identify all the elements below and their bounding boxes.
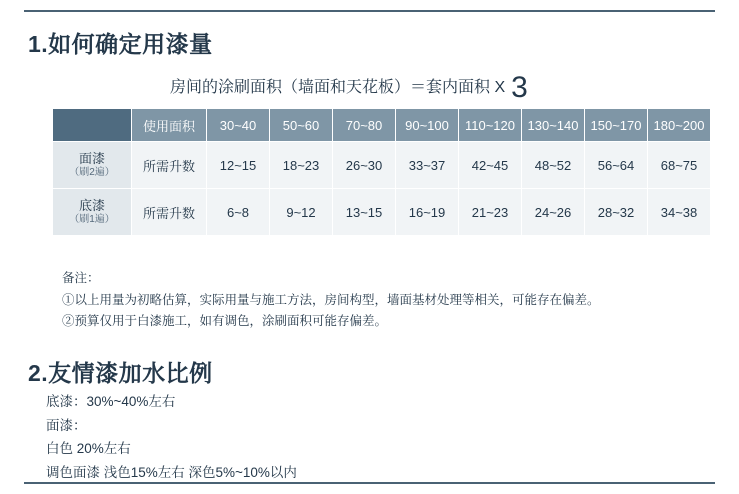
- cell-primer-2: 9~12: [270, 189, 333, 236]
- paint-volume-table: [52, 108, 711, 236]
- formula-multiplier: 3: [511, 71, 528, 104]
- ratio-line-topcoat: 面漆：: [46, 417, 87, 433]
- table-header-col-4: 90~100: [396, 109, 459, 142]
- table-header-col-2: 50~60: [270, 109, 333, 142]
- section-two-title: 2.友情漆加水比例: [28, 360, 213, 386]
- row-label-topcoat: [53, 142, 132, 189]
- ratio-line-tinted: 调色面漆 浅色15%左右 深色5%~10%以内: [46, 464, 297, 480]
- divider-bottom: [24, 482, 715, 484]
- row-label-primer-name: 底漆: [78, 197, 105, 213]
- notes-title: 备注：: [62, 271, 100, 285]
- table-header-col-6: 130~140: [522, 109, 585, 142]
- area-formula: [170, 66, 528, 104]
- section-one-title: 1.如何确定用漆量: [28, 31, 213, 57]
- notes-block: [62, 268, 600, 333]
- cell-primer-6: 24~26: [522, 189, 585, 236]
- ratio-line-white: 白色 20%左右: [46, 441, 131, 457]
- cell-primer-7: 28~32: [585, 189, 648, 236]
- notes-line-2: ②预算仅用于白漆施工，如有调色，涂刷面积可能存偏差。: [62, 314, 388, 328]
- cell-primer-8: 34~38: [648, 189, 711, 236]
- row-label-primer-sub: （刷1遍）: [69, 213, 115, 225]
- cell-primer-5: 21~23: [459, 189, 522, 236]
- table-header-col-7: 150~170: [585, 109, 648, 142]
- table-corner-cell: [53, 109, 132, 142]
- row-unit-topcoat: 所需升数: [132, 142, 207, 189]
- row-label-primer: [53, 189, 132, 236]
- table-header-usable-area: 使用面积: [132, 109, 207, 142]
- table-header-row: [53, 109, 711, 142]
- table-row: [53, 142, 711, 189]
- cell-topcoat-7: 56~64: [585, 142, 648, 189]
- water-ratio-block: [46, 390, 297, 485]
- cell-topcoat-3: 26~30: [333, 142, 396, 189]
- cell-topcoat-1: 12~15: [207, 142, 270, 189]
- cell-topcoat-4: 33~37: [396, 142, 459, 189]
- row-label-topcoat-sub: （刷2遍）: [69, 166, 115, 178]
- row-unit-primer: 所需升数: [132, 189, 207, 236]
- cell-primer-4: 16~19: [396, 189, 459, 236]
- cell-primer-3: 13~15: [333, 189, 396, 236]
- row-label-topcoat-name: 面漆: [78, 150, 105, 166]
- table-header-col-8: 180~200: [648, 109, 711, 142]
- table-row: [53, 189, 711, 236]
- notes-line-1: ①以上用量为初略估算，实际用量与施工方法，房间构型，墙面基材处理等相关，可能存在偏差。: [62, 292, 600, 307]
- table-header-col-1: 30~40: [207, 109, 270, 142]
- cell-topcoat-6: 48~52: [522, 142, 585, 189]
- cell-topcoat-5: 42~45: [459, 142, 522, 189]
- cell-primer-1: 6~8: [207, 189, 270, 236]
- table-header-col-5: 110~120: [459, 109, 522, 142]
- cell-topcoat-8: 68~75: [648, 142, 711, 189]
- formula-text: 房间的涂刷面积（墙面和天花板）＝套内面积 X: [170, 79, 506, 96]
- ratio-line-primer: 底漆：30%~40%左右: [46, 394, 176, 409]
- table-header-col-3: 70~80: [333, 109, 396, 142]
- divider-top: [24, 10, 715, 12]
- cell-topcoat-2: 18~23: [270, 142, 333, 189]
